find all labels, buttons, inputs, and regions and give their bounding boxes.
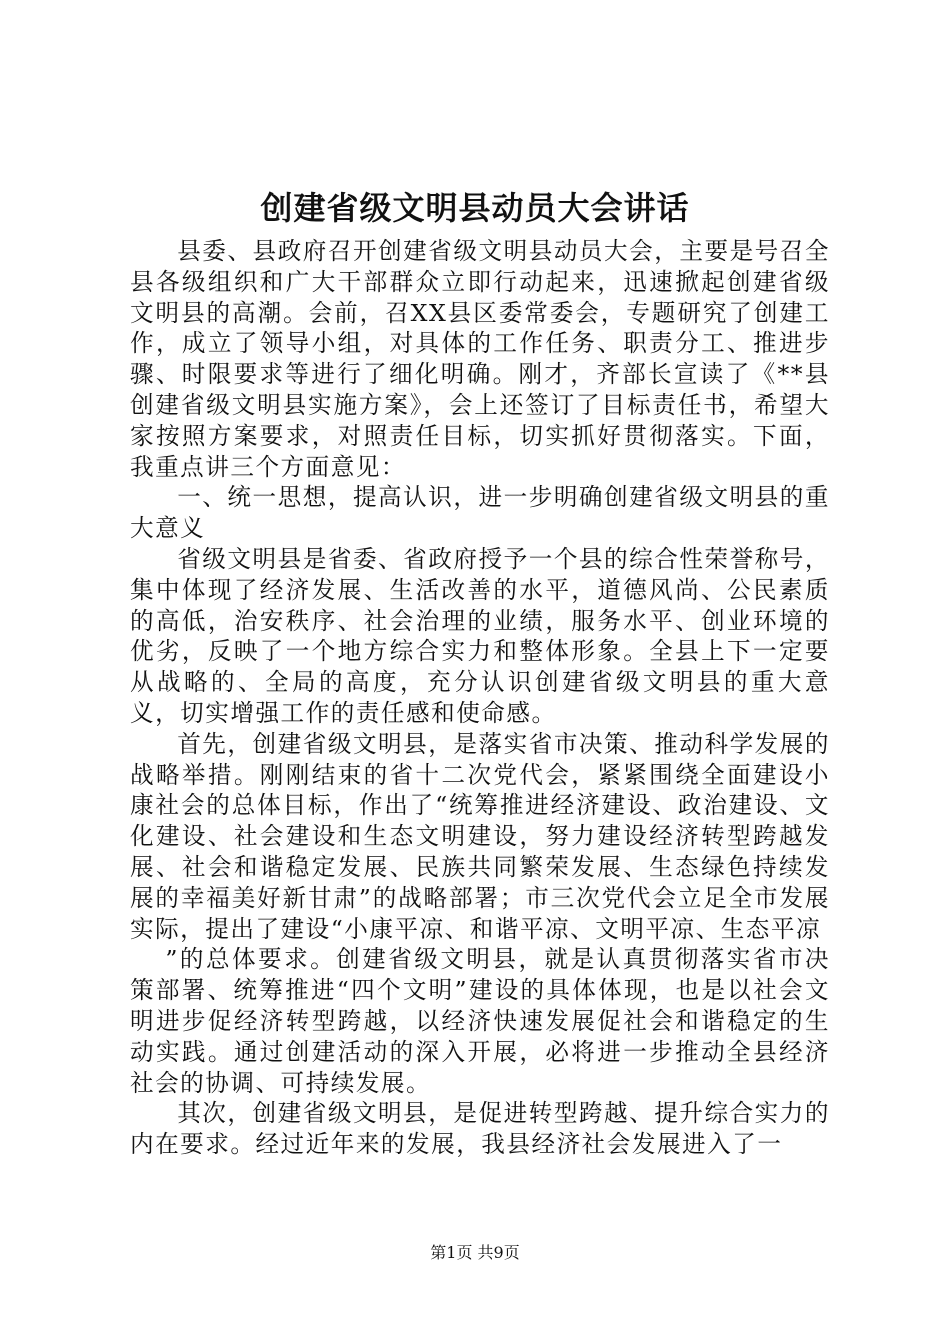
page-number-footer: 第1页 共9页 xyxy=(430,1243,520,1262)
paragraph-continuation: ”的总体要求。创建省级文明县，就是认真贯彻落实省市决策部署、统筹推进“四个文明”建设的具体体现，也是以社会文明进步促经济转型跨越，以经济快速发展促社会和谐稳定的生动实践。通过创建活动的深入开展，必将进一步推动全县经济社会的协调、可持续发展。 xyxy=(130,945,830,1097)
document-title: 创建省级文明县动员大会讲话 xyxy=(260,189,690,227)
paragraph-first-point: 首先，创建省级文明县，是落实省市决策、推动科学发展的战略举措。刚刚结束的省十二次党代会，紧紧围绕全面建设小康社会的总体目标，作出了“统筹推进经济建设、政治建设、文化建设、社会建设和生态文明建设，努力建设经济转型跨越发展、社会和谐稳定发展、民族共同繁荣发展、生态绿色持续发展的幸福美好新甘肃”的战略部署；市三次党代会立足全市发展实际，提出了建设“小康平凉、和谐平凉、文明平凉、生态平凉 xyxy=(130,729,830,943)
paragraph-significance: 省级文明县是省委、省政府授予一个县的综合性荣誉称号，集中体现了经济发展、生活改善的水平，道德风尚、公民素质的高低，治安秩序、社会治理的业绩，服务水平、创业环境的优劣，反映了一个地方综合实力和整体形象。全县上下一定要从战略的、全局的高度，充分认识创建省级文明县的重大意义，切实增强工作的责任感和使命感。 xyxy=(130,544,830,727)
paragraph-intro: 县委、县政府召开创建省级文明县动员大会，主要是号召全县各级组织和广大干部群众立即行动起来，迅速掀起创建省级文明县的高潮。会前，召XX县区委常委会，专题研究了创建工作，成立了领导小组，对具体的工作任务、职责分工、推进步骤、时限要求等进行了细化明确。刚才，齐部长宣读了《**县创建省级文明县实施方案》，会上还签订了目标责任书，希望大家按照方案要求，对照责任目标，切实抓好贯彻落实。下面，我重点讲三个方面意见： xyxy=(130,237,830,481)
section-heading-1: 一、统一思想，提高认识，进一步明确创建省级文明县的重大意义 xyxy=(130,483,830,543)
paragraph-second-point: 其次，创建省级文明县，是促进转型跨越、提升综合实力的内在要求。经过近年来的发展，我县经济社会发展进入了一 xyxy=(130,1099,830,1159)
document-body xyxy=(130,236,830,1160)
